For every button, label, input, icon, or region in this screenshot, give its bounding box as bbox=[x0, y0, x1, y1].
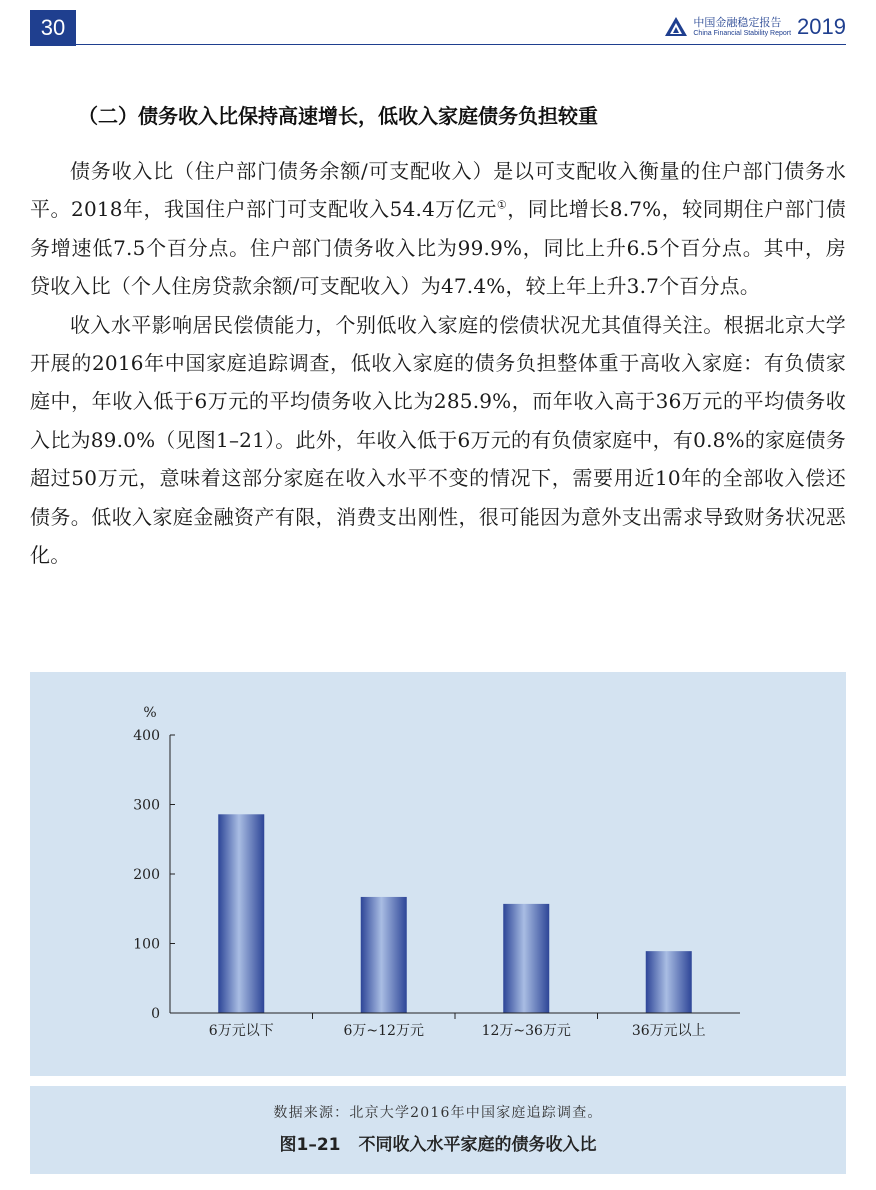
body-text bbox=[30, 152, 846, 574]
y-tick-label: 0 bbox=[151, 1006, 160, 1022]
y-axis bbox=[133, 728, 175, 1022]
bar bbox=[218, 814, 264, 1013]
brand-title-cn: 中国金融稳定报告 bbox=[693, 16, 782, 29]
figure-caption-panel bbox=[30, 1086, 846, 1174]
y-tick-label: 100 bbox=[133, 936, 160, 953]
header-rule bbox=[76, 44, 846, 45]
figure-title-text: 不同收入水平家庭的债务收入比 bbox=[358, 1135, 597, 1155]
brand-year: 2019 bbox=[797, 14, 846, 39]
figure-label: 图1–21 bbox=[279, 1135, 341, 1155]
data-source-note: 数据来源：北京大学2016年中国家庭追踪调查。 bbox=[273, 1105, 603, 1121]
figure-chart-panel bbox=[30, 672, 846, 1076]
footnote-marker[interactable]: ① bbox=[496, 198, 508, 212]
bar bbox=[646, 951, 692, 1013]
page-number: 30 bbox=[30, 10, 76, 46]
report-logo-icon bbox=[663, 16, 689, 38]
bars-group bbox=[218, 814, 692, 1013]
brand-text bbox=[693, 17, 791, 37]
figure-title bbox=[30, 1130, 846, 1155]
report-brand bbox=[663, 14, 846, 40]
paragraph-1-text-b: ，同比增长8.7%，较同期住户部门债务增速低7.5个百分点。住户部门债务收入比为99.9%，同比上升6.5个百分点。其中，房贷收入比（个人住房贷款余额/可支配收入）为47.4%，较上年上升3.7个百分点。 bbox=[30, 197, 846, 299]
bar bbox=[361, 897, 407, 1013]
paragraph-1-text-a: 债务收入比（住户部门债务余额/可支配收入）是以可支配收入衡量的住户部门债务水平。2018年，我国住户部门可支配收入54.4万亿元 bbox=[30, 159, 846, 222]
y-tick-label: 300 bbox=[133, 797, 160, 814]
x-axis bbox=[170, 1013, 740, 1039]
y-axis-unit: % bbox=[143, 705, 157, 721]
paragraph-1 bbox=[30, 152, 846, 306]
x-tick-label: 36万元以上 bbox=[631, 1023, 706, 1039]
x-tick-label: 12万~36万元 bbox=[481, 1023, 571, 1039]
y-tick-label: 400 bbox=[133, 728, 160, 744]
brand-title-en: China Financial Stability Report bbox=[693, 30, 792, 37]
bar-chart bbox=[30, 672, 846, 1076]
paragraph-2: 收入水平影响居民偿债能力，个别低收入家庭的偿债状况尤其值得关注。根据北京大学开展的2016年中国家庭追踪调查，低收入家庭的债务负担整体重于高收入家庭：有负债家庭中，年收入低于6万元的平均债务收入比为285.9%，而年收入高于36万元的平均债务收入比为89.0%（见图1–21）。此外，年收入低于6万元的有负债家庭中，有0.8%的家庭债务超过50万元，意味着这部分家庭在收入水平不变的情况下，需要用近10年的全部收入偿还债务。低收入家庭金融资产有限，消费支出刚性，很可能因为意外支出需求导致财务状况恶化。 bbox=[30, 312, 846, 568]
x-tick-label: 6万元以下 bbox=[208, 1023, 274, 1039]
x-tick-label: 6万~12万元 bbox=[343, 1023, 424, 1039]
section-heading: （二）债务收入比保持高速增长，低收入家庭债务负担较重 bbox=[78, 104, 598, 128]
y-tick-label: 200 bbox=[133, 867, 160, 883]
bar bbox=[503, 904, 549, 1013]
